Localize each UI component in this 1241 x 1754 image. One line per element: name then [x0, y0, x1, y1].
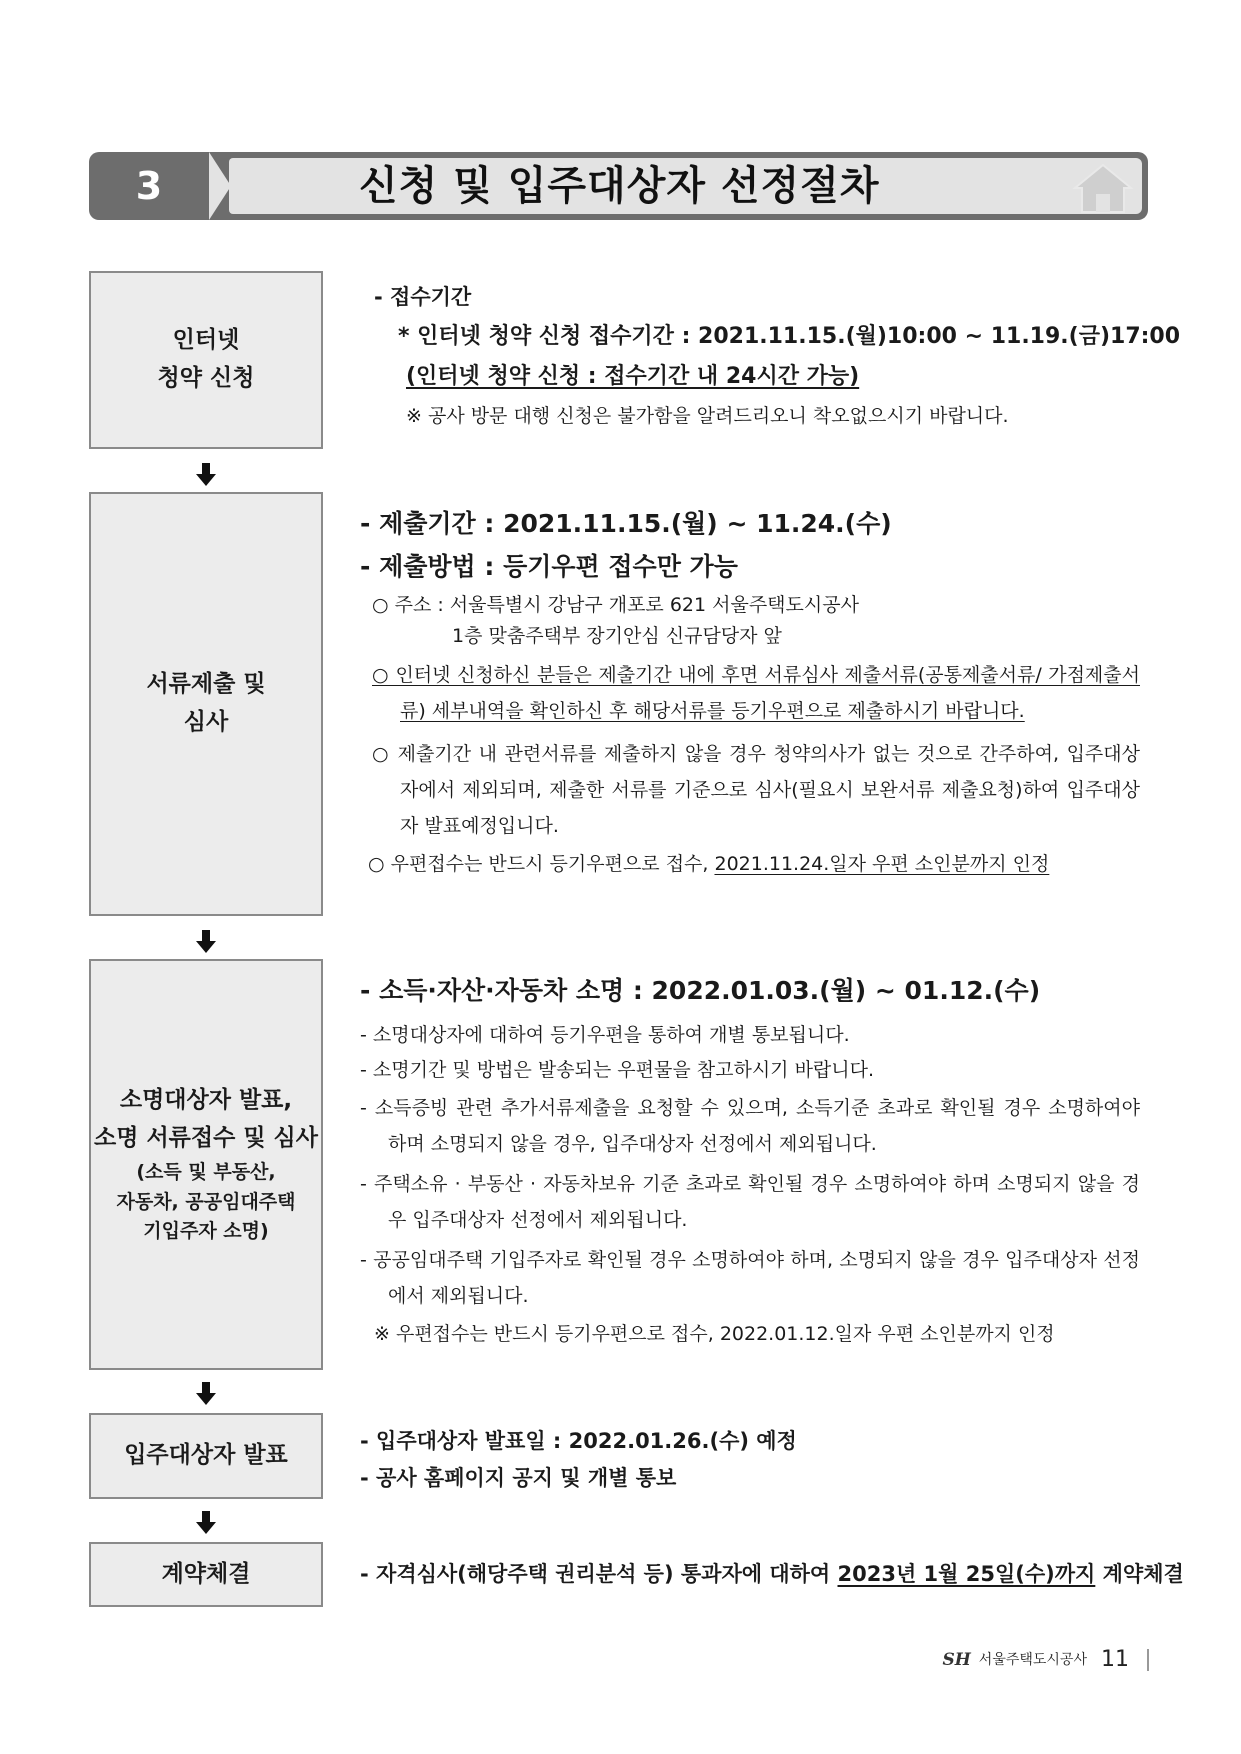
step2-address-line2: 1층 맞춤주택부 장기안심 신규담당자 앞: [452, 624, 782, 647]
footer-divider: [1147, 1649, 1149, 1671]
section-number: 3: [135, 164, 163, 208]
step3-item-income: - 소득증빙 관련 추가서류제출을 요청할 수 있으며, 소득기준 초과로 확인될 경우 소명하여야 하며 소명되지 않을 경우, 입주대상자 선정에서 제외됩니다.: [360, 1096, 1140, 1155]
step5-suffix: 계약체결: [1095, 1562, 1184, 1586]
step-box-document-review: [89, 492, 323, 916]
step3-item-method: - 소명기간 및 방법은 발송되는 우편물을 참고하시기 바랍니다.: [360, 1059, 875, 1082]
arrow-down-icon: [196, 930, 216, 954]
step3-item-notify: - 소명대상자에 대하여 등기우편을 통하여 개별 통보됩니다.: [360, 1023, 850, 1046]
step5-deadline: 2023년 1월 25일(수)까지: [837, 1562, 1096, 1586]
step-label-line: 서류제출 및: [146, 671, 266, 698]
step2-content: [360, 505, 1140, 879]
arrow-down-icon: [196, 1511, 216, 1535]
step-box-announcement: [89, 1413, 323, 1499]
footer-org-name: 서울주택도시공사: [978, 1652, 1087, 1668]
step2-bullet-submit: ○ 인터넷 신청하신 분들은 제출기간 내에 후면 서류심사 제출서류(공통제출서류/ 가점제출서류) 세부내역을 확인하신 후 해당서류를 등기우편으로 제출하시기 바랍니다.: [372, 664, 1140, 723]
step-sublabel-line: (소득 및 부동산,: [136, 1161, 276, 1184]
step-sublabel-line: 자동차, 공공임대주택: [116, 1190, 296, 1213]
step5-prefix: - 자격심사(해당주택 권리분석 등) 통과자에 대하여: [360, 1562, 838, 1586]
step1-heading: - 접수기간: [374, 285, 472, 309]
chevron-right-icon: [209, 152, 231, 220]
step4-notice: - 공사 홈페이지 공지 및 개별 통보: [360, 1465, 677, 1490]
step2-postal-prefix: ○ 우편접수는 반드시 등기우편으로 접수,: [368, 852, 715, 875]
step-label-line: 소명대상자 발표,: [119, 1087, 293, 1114]
step-label-line: 계약체결: [161, 1560, 251, 1587]
step1-content: [360, 281, 1181, 431]
step3-heading: - 소득·자산·자동차 소명 : 2022.01.03.(월) ~ 01.12.(수): [360, 976, 1041, 1005]
step-box-contract: [89, 1542, 323, 1607]
step2-postal-deadline: 2021.11.24.일자 우편 소인분까지 인정: [714, 852, 1050, 875]
house-icon: [1072, 162, 1134, 214]
step1-period: * 인터넷 청약 신청 접수기간 : 2021.11.15.(월)10:00 ~ 11.19.(금)17:00: [398, 323, 1181, 349]
sh-logo: SH: [942, 1650, 971, 1670]
step-label-line: 인터넷: [172, 327, 240, 354]
page-footer: [942, 1645, 1149, 1675]
section-banner: [89, 152, 1148, 220]
step1-hours: (인터넷 청약 신청 : 접수기간 내 24시간 가능): [406, 363, 860, 389]
step-label-line: 소명 서류접수 및 심사: [94, 1125, 318, 1152]
step2-method: - 제출방법 : 등기우편 접수만 가능: [360, 551, 738, 581]
step3-item-public-housing: - 공공임대주택 기입주자로 확인될 경우 소명하여야 하며, 소명되지 않을 경우 입주대상자 선정에서 제외됩니다.: [360, 1249, 1140, 1308]
step5-content: [360, 1558, 1184, 1591]
step5-text: [360, 1558, 1184, 1591]
step3-content: [360, 972, 1140, 1350]
step-label-line: 청약 신청: [157, 365, 255, 391]
page-number: 11: [1101, 1647, 1129, 1672]
arrow-down-icon: [196, 1382, 216, 1406]
step1-note: ※ 공사 방문 대행 신청은 불가함을 알려드리오니 착오없으시기 바랍니다.: [406, 404, 1009, 427]
step4-content: [360, 1425, 1140, 1494]
step2-bullet-exclusion: ○ 제출기간 내 관련서류를 제출하지 않을 경우 청약의사가 없는 것으로 간주하여, 입주대상자에서 제외되며, 제출한 서류를 기준으로 심사(필요시 보완서류 제출요청)하여 입주대상자 발표예정입니다.: [372, 742, 1140, 837]
step2-address-line1: ○ 주소 : 서울특별시 강남구 개포로 621 서울주택도시공사: [372, 593, 859, 616]
step-label-line: 입주대상자 발표: [124, 1442, 288, 1469]
step2-period: - 제출기간 : 2021.11.15.(월) ~ 11.24.(수): [360, 509, 892, 538]
arrow-down-icon: [196, 463, 216, 487]
section-title: 신청 및 입주대상자 선정절차: [359, 163, 880, 209]
step3-note: ※ 우편접수는 반드시 등기우편으로 접수, 2022.01.12.일자 우편 소인분까지 인정: [374, 1323, 1055, 1346]
step-box-explanation-review: [89, 959, 323, 1370]
step4-date: - 입주대상자 발표일 : 2022.01.26.(수) 예정: [360, 1429, 797, 1453]
step-box-internet-application: [89, 271, 323, 449]
step3-item-assets: - 주택소유 · 부동산 · 자동차보유 기준 초과로 확인될 경우 소명하여야 하며 소명되지 않을 경우 입주대상자 선정에서 제외됩니다.: [360, 1172, 1140, 1231]
step-sublabel-line: 기입주자 소명): [143, 1220, 269, 1243]
step-label-line: 심사: [183, 709, 229, 735]
step2-bullet-postal: [360, 850, 1140, 879]
